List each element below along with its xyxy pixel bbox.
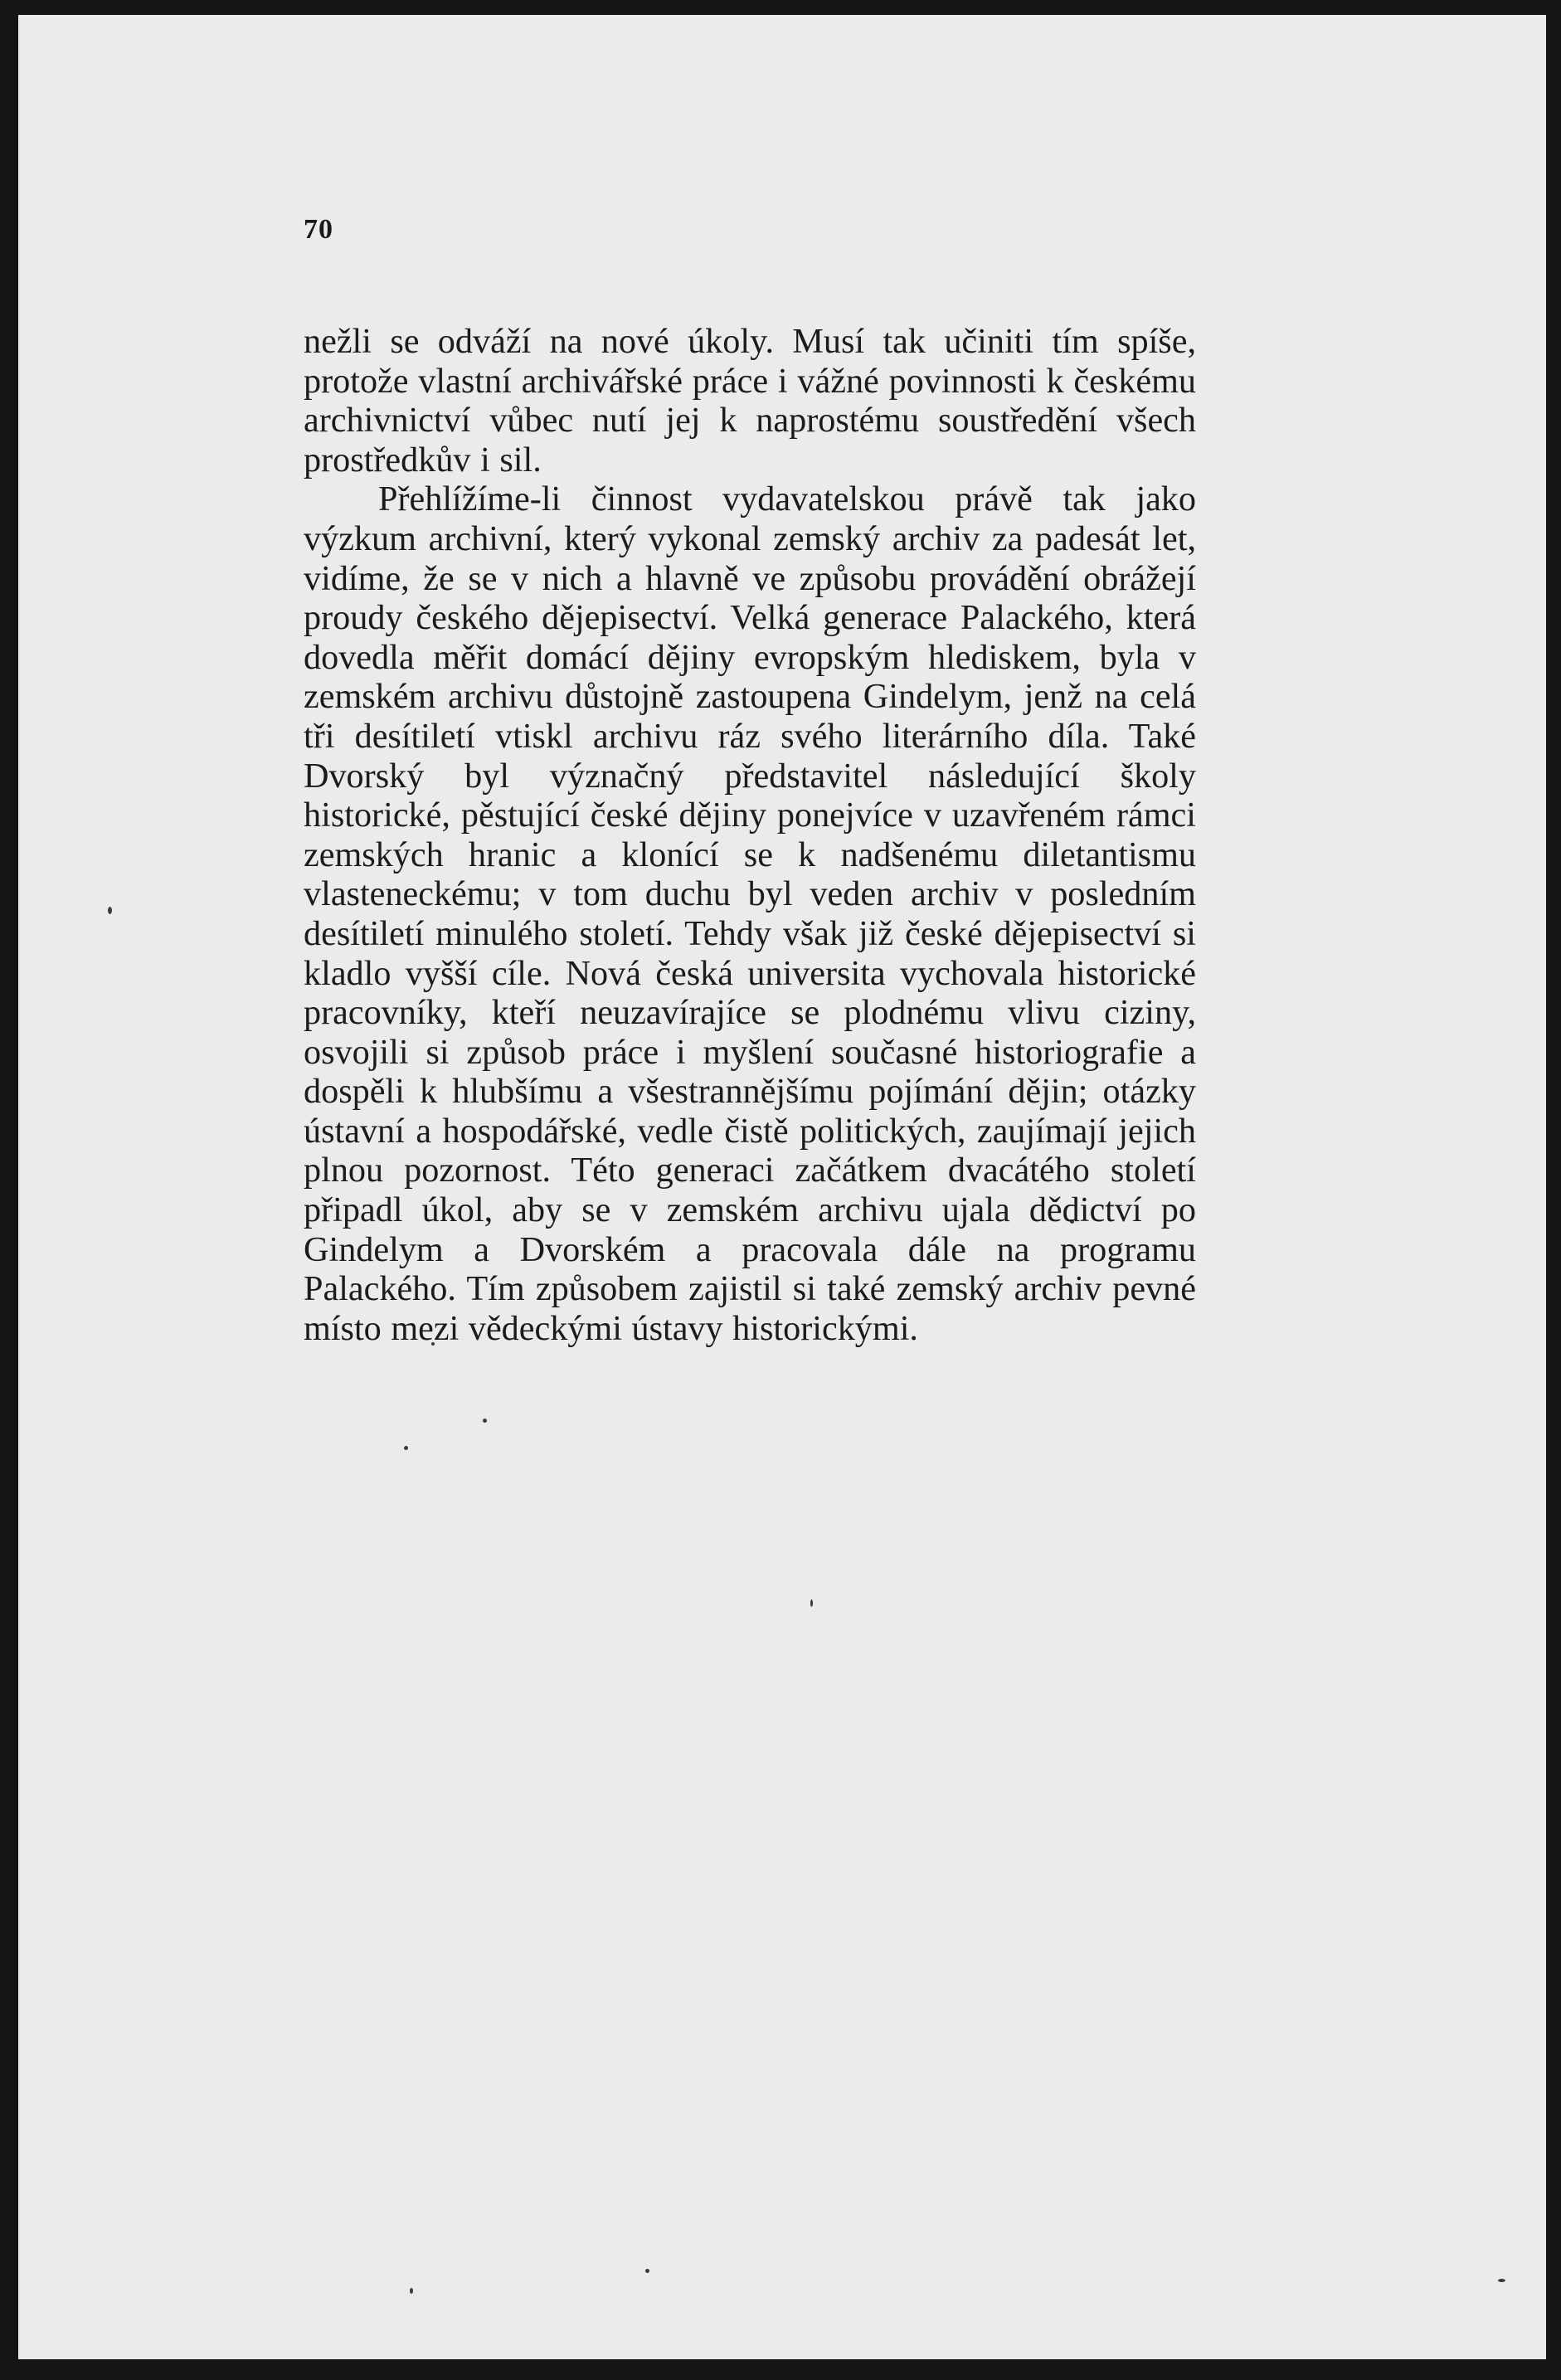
- scan-speck: [645, 2269, 649, 2273]
- page-number: 70: [304, 214, 333, 245]
- scan-speck: [404, 1446, 408, 1450]
- scan-speck: [483, 1419, 487, 1423]
- paragraph-2: Přehlížíme-li činnost vydavatelskou právě tak jako výzkum archivní, který vykonal zemský archiv za padesát let, vidíme, že se v nich a hlavně ve způsobu provádění obrážejí proudy českého dějepisectví. Velká generace Palackého, která dovedla měřit domácí dějiny evropským hlediskem, byla v zemském archivu důstojně zastoupena Gindelym, jenž na celá tři desítiletí vtiskl archivu ráz svého literárního díla. Také Dvorský byl význačný představitel následující školy historické, pěstující české dějiny ponejvíce v uzavřeném rámci zemských hranic a klonící se k nadšenému diletantismu vlasteneckému; v tom duchu byl veden archiv v posledním desítiletí minulého století. Tehdy však již české dějepisectví si kladlo vyšší cíle. Nová česká universita vychovala historické pracovníky, kteří neuzavírajíce se plodnému vlivu ciziny, osvojili si způsob práce i myšlení současné historiografie a dospěli k hlubšímu a všestrannějšímu pojímání dějin; otázky ústavní a hospodářské, vedle čistě politických, zaujímají jejich plnou pozornost. Této generaci začátkem dvacátého století připadl úkol, aby se v zemském archivu ujala dědictví po Gindelym a Dvorském a pracovala dále na programu Palackého. Tím způsobem zajistil si také zemský archiv pevné místo mezi vědeckými ústavy historickými.: [304, 479, 1196, 1348]
- scan-speck: [1498, 2279, 1505, 2282]
- text-column: [304, 322, 1196, 1348]
- scan-speck: [810, 1599, 813, 1607]
- scan-speck: [108, 907, 112, 914]
- paragraph-1: nežli se odváží na nové úkoly. Musí tak učiniti tím spíše, protože vlastní archivářské práce i vážné povinnosti k českému archivnictví vůbec nutí jej k naprostému soustředění všech prostředkův i sil.: [304, 322, 1196, 479]
- scan-speck: [410, 2288, 413, 2294]
